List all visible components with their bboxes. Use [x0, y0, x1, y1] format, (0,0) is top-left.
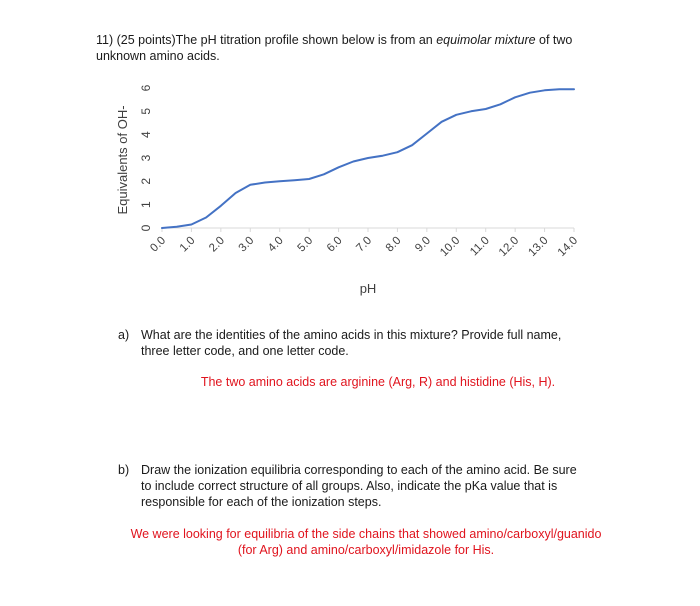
y-tick-label: 6	[139, 84, 153, 92]
part-b-answer-line-1: We were looking for equilibria of the side chains that showed amino/carboxyl/guanido	[130, 527, 602, 541]
x-tick-label: 7.0	[354, 234, 375, 255]
y-axis-title: Equivalents of OH-	[115, 105, 130, 215]
part-b-answer-line-2: (for Arg) and amino/carboxyl/imidazole for His.	[237, 543, 495, 557]
x-tick-label: 1.0	[177, 234, 198, 255]
question-emphasis: equimolar mixture	[436, 33, 536, 47]
y-tick-label: 4	[139, 131, 153, 139]
y-tick-label: 3	[139, 154, 153, 162]
x-tick-label: 11.0	[468, 234, 492, 259]
x-tick-label: 3.0	[236, 234, 257, 255]
x-tick-label: 5.0	[295, 234, 316, 255]
part-b-line-1: Draw the ionization equilibria corresponding to each of the amino acid. Be sure	[141, 463, 577, 477]
x-axis-ticks	[148, 228, 580, 259]
part-a-line-2: three letter code, and one letter code.	[141, 344, 349, 358]
x-axis-title: pH	[359, 281, 377, 296]
x-tick-label: 8.0	[383, 234, 404, 255]
part-b-line-3: responsible for each of the ionization steps.	[141, 495, 382, 509]
x-tick-label: 0.0	[148, 234, 169, 255]
part-a-label: a)	[118, 328, 130, 342]
part-b-line-2: to include correct structure of all groups. Also, indicate the pKa value that is	[141, 479, 558, 493]
y-tick-label: 1	[139, 201, 153, 209]
y-axis-ticks	[139, 84, 153, 231]
x-tick-label: 12.0	[496, 234, 522, 259]
x-tick-label: 6.0	[324, 234, 345, 255]
x-tick-label: 13.0	[526, 234, 551, 259]
part-a-line-1: What are the identities of the amino acids in this mixture? Provide full name,	[141, 328, 562, 342]
x-tick-label: 9.0	[413, 234, 433, 255]
titration-series-line	[162, 89, 574, 228]
y-tick-label: 0	[139, 224, 153, 232]
y-tick-label: 5	[139, 107, 153, 115]
y-tick-label: 2	[139, 177, 153, 185]
part-b-label: b)	[118, 463, 130, 477]
question-prefix: 11) (25 points)The pH titration profile shown below is from an	[96, 33, 437, 47]
part-a-answer: The two amino acids are arginine (Arg, R) and histidine (His, H).	[200, 375, 556, 389]
question-suffix: of two unknown amino acids.	[96, 33, 573, 63]
x-tick-label: 2.0	[207, 234, 227, 255]
x-tick-label: 4.0	[266, 234, 286, 255]
x-tick-label: 14.0	[555, 234, 581, 259]
x-tick-label: 10.0	[438, 234, 463, 259]
